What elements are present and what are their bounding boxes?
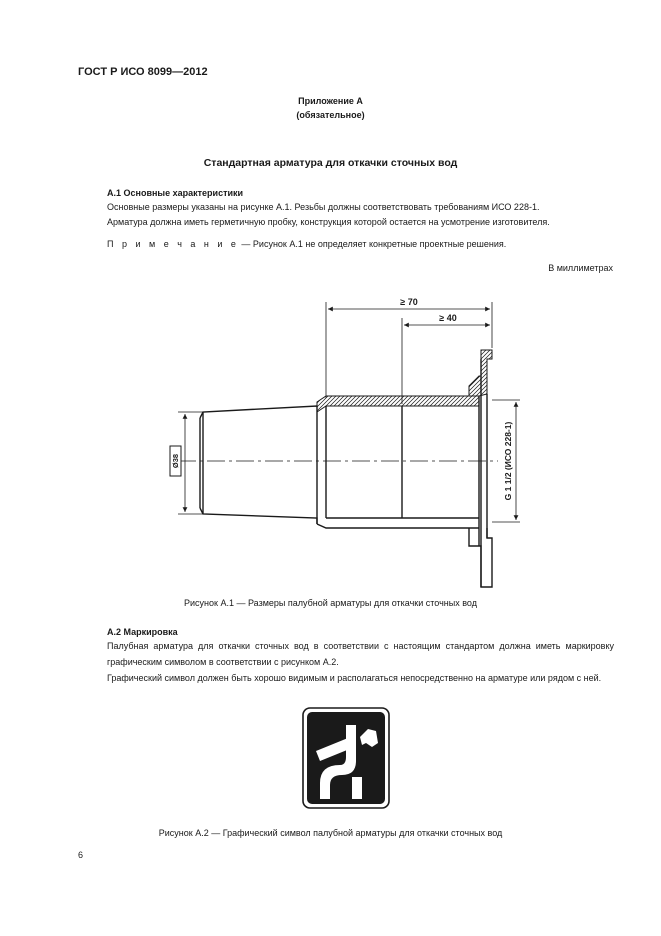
spigot-bottom (200, 508, 317, 524)
section-heading-a2: А.2 Маркировка (107, 627, 178, 637)
note-label: П р и м е ч а н и е (107, 239, 239, 249)
section-a2-para2: Графический символ должен быть хорошо видимым и располагаться непосредственно на арматуре или рядом с ней. (107, 673, 602, 683)
section-a1-line2: Арматура должна иметь герметичную пробку, конструкция которой остается на усмотрение изготовителя. (107, 217, 550, 227)
section-heading-a1: А.1 Основные характеристики (107, 188, 244, 198)
document-id: ГОСТ Р ИСО 8099—2012 (78, 66, 208, 78)
section-a2-para1: Палубная арматура для откачки сточных вод в соответствии с настоящим стандартом должна иметь маркировку графическим символом в соответствии с рисунком А.2. (107, 641, 614, 667)
dim-diameter-label: Ø38 (171, 453, 180, 469)
upper-wall-hatch (317, 396, 479, 412)
note-text: — Рисунок А.1 не определяет конкретные проектные решения. (238, 239, 507, 249)
dim-thread-part-label: ≥ 40 (439, 313, 457, 323)
units-note: В миллиметрах (548, 263, 613, 273)
figure-a2-symbol (302, 707, 390, 809)
main-title: Стандартная арматура для откачки сточных вод (203, 157, 458, 169)
spigot-top (200, 406, 317, 418)
figure-a1-caption: Рисунок А.1 — Размеры палубной арматуры для откачки сточных вод (184, 598, 477, 608)
fitting-body (200, 350, 492, 587)
dim-thread-label: G 1 1/2 (ИСО 228-1) (503, 421, 513, 501)
annex-title: Приложение А (298, 96, 363, 106)
section-a1-line1: Основные размеры указаны на рисунке А.1. Резьбы должны соответствовать требованиям ИСО 228-1. (107, 202, 540, 212)
figure-a2-caption: Рисунок А.2 — Графический символ палубной арматуры для откачки сточных вод (158, 828, 503, 838)
annex-status: (обязательное) (296, 110, 365, 120)
dimension-total (326, 302, 492, 398)
page-number: 6 (78, 850, 84, 860)
dim-total-label: ≥ 70 (400, 297, 418, 307)
